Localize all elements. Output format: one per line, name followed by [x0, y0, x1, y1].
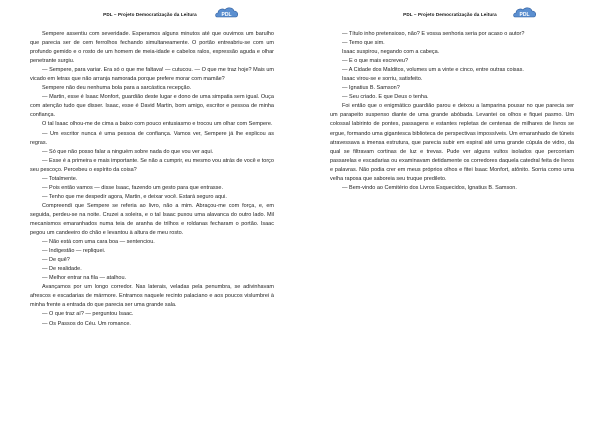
- paragraph: Compreendi que Sempere se referia ao livro, não a mim. Abraçou-me com força, e, em seguida, perdeu-se na noite. Cruzei a soleira, e o tal Isaac puxou uma alavanca do outro lado. Mil mecanismos emaranhados numa teia de aranha de trilhos e roldanas fecharam o portão. Isaac pegou um candeeiro do chão e levantou à altura de meu rosto.: [30, 202, 274, 237]
- paragraph: — Melhor entrar na fila — atalhou.: [42, 275, 127, 282]
- page-header: PDL – Projeto Democratização da Leitura: [403, 12, 497, 17]
- paragraph: — Sempere, para variar. Era só o que me faltava! — cutucou. — O que me traz hoje? Mais um vicado em letras que não arranja namorada porque prefere morar com mamãe?: [30, 67, 274, 83]
- right-page: [300, 0, 600, 424]
- paragraph: Sempere assentiu com severidade. Esperamos alguns minutos até que ouvimos um barulho que parecia ser de cem ferrolhos fechando simultaneamente. O portão entreabriu-se com um profundo gemido e o rosto de um homem de meia-idade e cabelos ralos, expressão aguda e olhar penetrante surgiu.: [30, 31, 274, 65]
- paragraph: O tal Isaac olhou-me de cima a baixo com pouco entusiasmo e trocou um olhar com Sempere.: [42, 121, 273, 128]
- paragraph: — O que traz aí? — perguntou Isaac.: [42, 311, 134, 318]
- paragraph: Isaac suspirou, negando com a cabeça.: [342, 49, 440, 56]
- logo-text: PDL: [221, 12, 232, 18]
- page-header: PDL – Projeto Democratização da Leitura: [103, 12, 197, 17]
- paragraph: — Título inho pretensioso, não? E vossa senhoria seria por acaso o autor?: [342, 31, 525, 37]
- paragraph: Foi então que o enigmático guardião parou e deixou a lamparina pousar no que parecia ser um parapeito suspenso diante de uma grande abóbada. Levantei os olhos e fiquei pasmo. Um colossal labirinto de pontes, passagens e estantes repletas de centenas de milhares de livros se ergue, formando uma gigantesca biblioteca de perspectivas impossíveis. Um emaranhado de túneis atravessava a imensa estrutura, que parecia subir em espiral até uma grande cúpula de vidro, da qual se filtravam cortinas de luz e trevas. Pude ver alguns vultos isolados que percorriam passarelas e escadarias ou examinavam detidamente os corredores daquela catedral feita de livros e palavras. Não podia crer em meus próprios olhos e fitei Isaac Monfort, atônito. Sorria como uma velha raposa que saboreia seu truque predileto.: [330, 103, 574, 182]
- paragraph: — Esse é a primeira e mais importante. Se não a cumprir, eu mesmo vou atrás de você e torço seu pescoço. Percebeu o espírito da coisa?: [30, 157, 274, 173]
- right-page-text: [330, 30, 574, 193]
- paragraph: — Martin, esse é Isaac Monfort, guardião deste lugar e dono de uma simpatia sem igual. Ouça com atenção tudo que disser. Isaac, esse é David Martin, bom amigo, escritor e pessoa de minha confiança.: [30, 94, 274, 119]
- paragraph: — Seu criado. E que Deus o tenha.: [342, 94, 429, 101]
- paragraph: — A Cidade dos Malditos, volumes um a vinte e cinco, entre outras coisas.: [342, 67, 524, 74]
- paragraph: — Pois então vamos — disse Isaac, fazendo um gesto para que entrasse.: [42, 184, 223, 191]
- paragraph: — Não está com uma cara boa — sentenciou.: [42, 239, 155, 246]
- paragraph: — Os Passos do Céu. Um romance.: [42, 320, 131, 327]
- paragraph: — Um escritor nunca é uma pessoa de confiança. Vamos ver, Sempere já lhe explicou as regras.: [30, 130, 274, 146]
- paragraph: — Ignatius B. Samson?: [342, 85, 400, 92]
- left-page-text: [30, 30, 274, 329]
- paragraph: Sempere não deu nenhuma bola para a sarcástica recepção.: [42, 85, 192, 92]
- paragraph: Isaac virou-se e sorriu, satisfeito.: [342, 76, 423, 83]
- pdl-logo-icon: [214, 6, 240, 22]
- paragraph: — Só que não posso falar a ninguém sobre nada do que vou ver aqui.: [42, 148, 214, 155]
- paragraph: — Temo que sim.: [342, 40, 385, 47]
- paragraph: Avançamos por um longo corredor. Nas laterais, veladas pela penumbra, se adivinhavam afrescos e escadarias de mármore. Entramos naquele recinto palaciano e aos poucos vislumbrei à minha frente a entrada do que parecia ser uma grande sala.: [30, 284, 274, 309]
- paragraph: — De quê?: [42, 257, 70, 264]
- paragraph: — Indigestão — repliquei.: [42, 248, 106, 255]
- pdl-logo-icon: [512, 6, 538, 22]
- paragraph: — E o que mais escreveu?: [342, 58, 409, 65]
- logo-text: PDL: [519, 12, 530, 18]
- paragraph: — Tenho que me despedir agora, Martin, e deixar você. Estará seguro aqui.: [42, 193, 227, 200]
- paragraph: — Bem-vindo ao Cemitério dos Livros Esquecidos, Ignatius B. Samson.: [342, 184, 517, 191]
- paragraph: — Totalmente.: [42, 175, 78, 182]
- paragraph: — De realidade.: [42, 266, 82, 273]
